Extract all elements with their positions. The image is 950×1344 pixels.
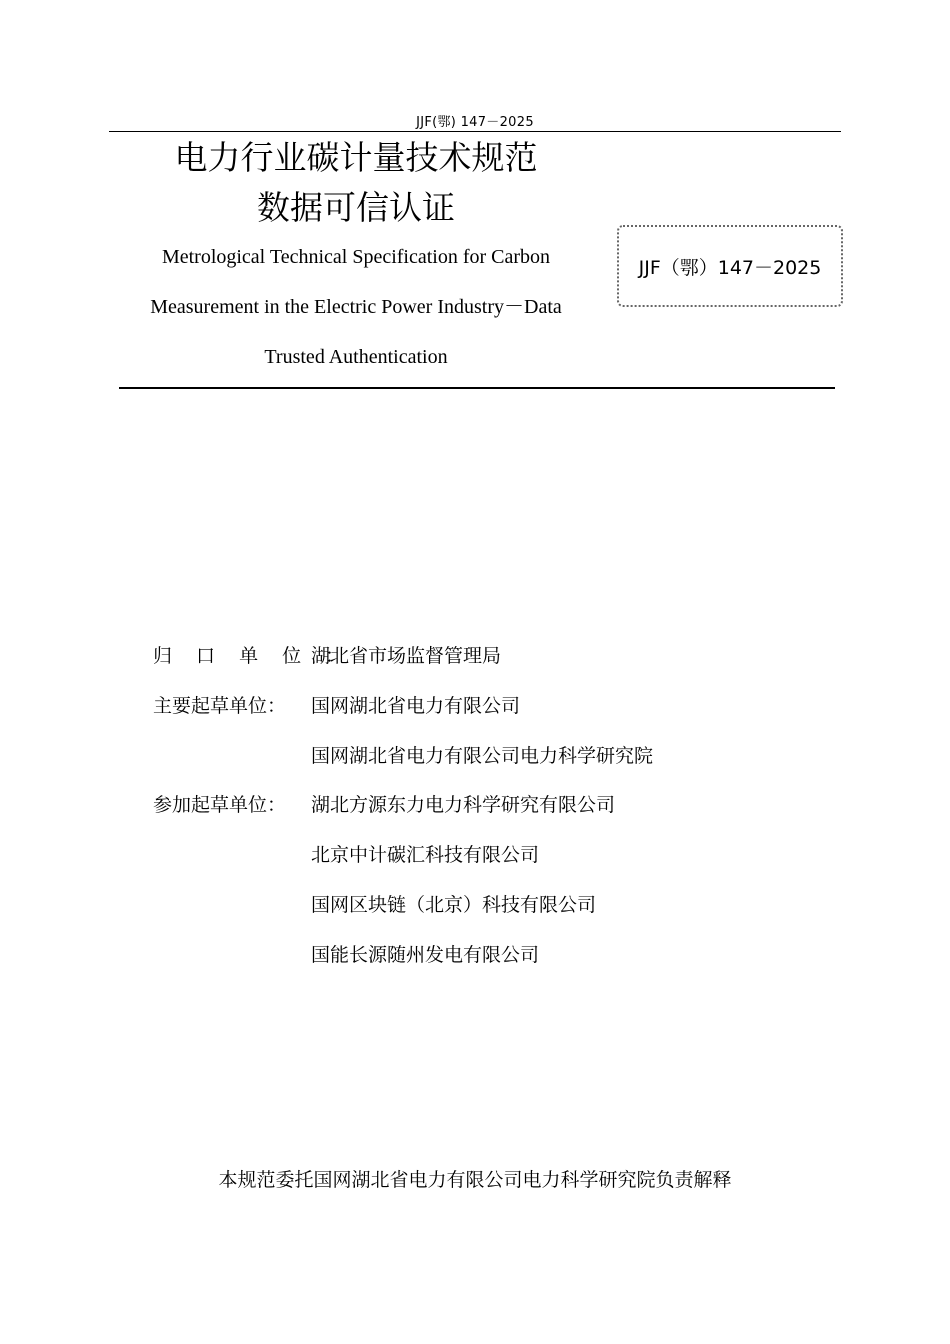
title-en-line2: Measurement in the Electric Power Industry－Data — [150, 296, 562, 318]
interpretation-note: 本规范委托国网湖北省电力有限公司电力科学研究院负责解释 — [218, 1169, 732, 1191]
participating-unit-2: 北京中计碳汇科技有限公司 — [311, 844, 540, 866]
main-drafting-unit-2: 国网湖北省电力有限公司电力科学研究院 — [311, 745, 654, 767]
standard-code-box — [617, 225, 843, 307]
participating-unit-1: 湖北方源东力电力科学研究有限公司 — [311, 794, 616, 816]
title-cn-line1: 电力行业碳计量技术规范 — [174, 138, 538, 177]
main-drafting-unit-1: 国网湖北省电力有限公司 — [311, 695, 521, 717]
participating-drafting-label: 参加起草单位： — [153, 794, 287, 816]
participating-unit-4: 国能长源随州发电有限公司 — [311, 944, 540, 966]
title-cn-line2: 数据可信认证 — [257, 188, 455, 227]
standard-code-text: JJF（鄂）147－2025 — [638, 256, 822, 279]
participating-unit-3: 国网区块链（北京）科技有限公司 — [311, 894, 597, 916]
header-divider — [109, 131, 841, 132]
main-drafting-label: 主要起草单位： — [153, 695, 287, 717]
title-en-line1: Metrological Technical Specification for Carbon — [161, 246, 551, 268]
title-divider — [119, 387, 835, 389]
responsible-unit-label: 归 口 单 位 ： — [153, 645, 354, 667]
responsible-unit-value: 湖北省市场监督管理局 — [311, 645, 502, 667]
header-code: JJF(鄂) 147－2025 — [416, 115, 534, 130]
title-en-line3: Trusted Authentication — [264, 346, 448, 368]
